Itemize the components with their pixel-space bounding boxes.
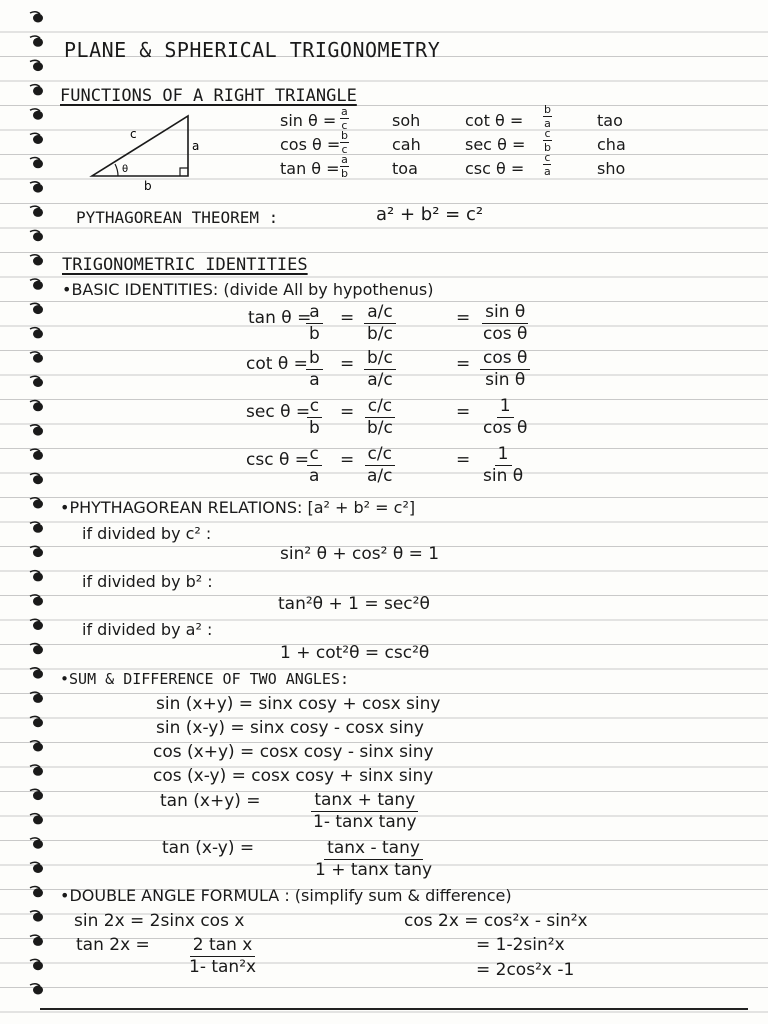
sum-sin-plus: sin (x+y) = sinx cosy + cosx siny bbox=[156, 694, 441, 714]
binding-hole-icon bbox=[30, 498, 43, 509]
basic-csc-frac1-den: a bbox=[309, 466, 320, 486]
binding-hole-icon bbox=[30, 230, 43, 241]
page-title: PLANE & SPHERICAL TRIGONOMETRY bbox=[64, 38, 441, 62]
tan-sum-fraction bbox=[310, 792, 420, 831]
binding-hole-icon bbox=[30, 303, 43, 314]
binding-hole-icon bbox=[30, 959, 43, 970]
binding-hole-icon bbox=[30, 619, 43, 630]
binding-hole-icon bbox=[30, 571, 43, 582]
sum-sin-minus: sin (x-y) = sinx cosy - cosx siny bbox=[156, 718, 424, 738]
binding-hole-icon bbox=[30, 206, 43, 217]
double-cos2x-2: = 1-2sin²x bbox=[476, 935, 565, 955]
basic-tan-frac1-den: b bbox=[309, 324, 320, 344]
basic-cot-frac1-den: a bbox=[309, 370, 320, 390]
binding-hole-icon bbox=[30, 12, 43, 23]
basic-cot-frac3 bbox=[480, 350, 530, 389]
binding-hole-icon bbox=[30, 425, 43, 436]
equals-sign: = bbox=[340, 354, 355, 374]
equals-sign: = bbox=[340, 308, 355, 328]
basic-sec-frac2-den: b/c bbox=[367, 418, 393, 438]
basic-cot-lhs: cot θ = bbox=[246, 354, 308, 374]
sum-difference-label: •SUM & DIFFERENCE OF TWO ANGLES: bbox=[60, 670, 349, 688]
equals-sign: = bbox=[456, 308, 471, 328]
basic-tan-frac2-den: b/c bbox=[367, 324, 393, 344]
binding-hole-icon bbox=[30, 765, 43, 776]
binding-hole-icon bbox=[30, 595, 43, 606]
basic-cot-frac1 bbox=[306, 350, 323, 389]
def-cot-fraction bbox=[543, 104, 552, 129]
binding-hole-icon bbox=[30, 255, 43, 266]
def-cos-lhs: cos θ = bbox=[280, 135, 341, 154]
basic-tan-frac3-num: sin θ bbox=[482, 304, 528, 324]
basic-csc-frac3 bbox=[480, 446, 526, 485]
basic-sec-frac2 bbox=[364, 398, 396, 437]
binding-hole-icon bbox=[30, 984, 43, 995]
basic-tan-frac1 bbox=[306, 304, 323, 343]
def-cos-fraction bbox=[340, 130, 349, 155]
binding-hole-icon bbox=[30, 935, 43, 946]
section-heading-right-triangle: FUNCTIONS OF A RIGHT TRIANGLE bbox=[60, 86, 357, 106]
tan-sum-den: 1- tanx tany bbox=[313, 812, 417, 832]
basic-sec-frac3-den: cos θ bbox=[483, 418, 528, 438]
pyth-condition-b2: if divided by b² : bbox=[82, 572, 213, 591]
binding-hole-icon bbox=[30, 328, 43, 339]
binding-hole-icon bbox=[30, 741, 43, 752]
basic-csc-frac1-num: c bbox=[307, 446, 322, 466]
binding-hole-icon bbox=[30, 887, 43, 898]
tan-sum-num: tanx + tany bbox=[311, 792, 418, 812]
basic-cot-frac2 bbox=[364, 350, 396, 389]
def-csc-fraction bbox=[543, 152, 552, 177]
binding-hole-icon bbox=[30, 279, 43, 290]
pythagorean-relations-label: •PHYTHAGOREAN RELATIONS: [a² + b² = c²] bbox=[60, 498, 416, 517]
basic-sec-frac1 bbox=[306, 398, 323, 437]
double-tan2x-fraction bbox=[186, 937, 259, 976]
mnemonic-soh: soh bbox=[392, 111, 421, 130]
def-sin-lhs: sin θ = bbox=[280, 111, 337, 130]
binding-hole-icon bbox=[30, 546, 43, 557]
binding-hole-icon bbox=[30, 862, 43, 873]
basic-tan-frac1-num: a bbox=[306, 304, 322, 324]
binding-hole-icon bbox=[30, 473, 43, 484]
basic-cot-frac3-den: sin θ bbox=[485, 370, 526, 390]
equals-sign: = bbox=[456, 450, 471, 470]
tan-diff-den: 1 + tanx tany bbox=[315, 860, 433, 880]
basic-tan-frac2 bbox=[364, 304, 396, 343]
tan-sum-lhs: tan (x+y) = bbox=[160, 791, 261, 811]
pyth-condition-c2: if divided by c² : bbox=[82, 524, 212, 543]
def-csc-num: c bbox=[544, 151, 551, 164]
binding-hole-icon bbox=[30, 36, 43, 47]
binding-hole-icon bbox=[30, 158, 43, 169]
tan-diff-num: tanx - tany bbox=[324, 840, 423, 860]
basic-csc-frac2 bbox=[364, 446, 396, 485]
binding-hole-icon bbox=[30, 789, 43, 800]
binding-hole-icon bbox=[30, 109, 43, 120]
sum-cos-plus: cos (x+y) = cosx cosy - sinx siny bbox=[153, 742, 434, 762]
basic-cot-frac3-num: cos θ bbox=[480, 350, 530, 370]
def-cot-num: b bbox=[544, 103, 551, 116]
def-tan-num: a bbox=[341, 153, 348, 166]
tan-diff-lhs: tan (x-y) = bbox=[162, 838, 255, 858]
def-sin-fraction bbox=[340, 106, 349, 131]
basic-sec-frac3-num: 1 bbox=[497, 398, 514, 418]
binding-hole-icon bbox=[30, 182, 43, 193]
basic-cot-frac2-den: a/c bbox=[367, 370, 393, 390]
basic-cot-frac2-num: b/c bbox=[364, 350, 396, 370]
binding-hole-icon bbox=[30, 838, 43, 849]
basic-identities-label: •BASIC IDENTITIES: (divide All by hypothenus) bbox=[62, 280, 434, 299]
basic-sec-frac1-den: b bbox=[309, 418, 320, 438]
pyth-condition-a2: if divided by a² : bbox=[82, 620, 213, 639]
section-heading-identities: TRIGONOMETRIC IDENTITIES bbox=[62, 255, 308, 275]
double-angle-label: •DOUBLE ANGLE FORMULA : (simplify sum & difference) bbox=[60, 886, 512, 905]
binding-hole-icon bbox=[30, 401, 43, 412]
double-tan2x-lhs: tan 2x = bbox=[76, 935, 150, 955]
double-tan2x-num: 2 tan x bbox=[190, 937, 256, 957]
binding-hole-icon bbox=[30, 449, 43, 460]
pythagorean-theorem-label: PYTHAGOREAN THEOREM : bbox=[76, 208, 279, 227]
def-cos-den: c bbox=[341, 143, 348, 156]
def-csc-lhs: csc θ = bbox=[465, 159, 525, 178]
binding-hole-icon bbox=[30, 60, 43, 71]
binding-hole-icon bbox=[30, 644, 43, 655]
def-sec-fraction bbox=[543, 128, 552, 153]
binding-hole-icon bbox=[30, 522, 43, 533]
mnemonic-cha: cha bbox=[597, 135, 626, 154]
def-csc-den: a bbox=[544, 165, 551, 178]
mnemonic-toa: toa bbox=[392, 159, 418, 178]
triangle-label-adj: b bbox=[144, 179, 152, 193]
binding-hole-icon bbox=[30, 716, 43, 727]
pythagorean-theorem-formula: a² + b² = c² bbox=[376, 204, 484, 225]
basic-sec-frac1-num: c bbox=[307, 398, 322, 418]
mnemonic-tao: tao bbox=[597, 111, 623, 130]
double-sin2x: sin 2x = 2sinx cos x bbox=[74, 911, 245, 931]
double-tan2x-den: 1- tan²x bbox=[189, 957, 257, 977]
basic-tan-frac2-num: a/c bbox=[364, 304, 396, 324]
binding-hole-icon bbox=[30, 668, 43, 679]
binding-hole-icon bbox=[30, 352, 43, 363]
basic-sec-lhs: sec θ = bbox=[246, 402, 311, 422]
def-sin-den: c bbox=[341, 119, 348, 132]
binding-hole-icon bbox=[30, 814, 43, 825]
basic-csc-frac1 bbox=[306, 446, 322, 485]
def-cot-den: a bbox=[544, 117, 551, 130]
def-sec-num: c bbox=[544, 127, 551, 140]
tan-diff-fraction bbox=[312, 840, 435, 879]
equals-sign: = bbox=[340, 402, 355, 422]
def-cot-lhs: cot θ = bbox=[465, 111, 524, 130]
pyth-result-a2: 1 + cot²θ = csc²θ bbox=[280, 643, 430, 663]
mnemonic-sho: sho bbox=[597, 159, 626, 178]
basic-sec-frac2-num: c/c bbox=[365, 398, 395, 418]
basic-csc-frac3-num: 1 bbox=[495, 446, 512, 466]
def-sin-num: a bbox=[341, 105, 348, 118]
def-tan-lhs: tan θ = bbox=[280, 159, 340, 178]
basic-cot-frac1-num: b bbox=[306, 350, 323, 370]
binding-holes bbox=[0, 0, 60, 1024]
basic-sec-frac3 bbox=[480, 398, 530, 437]
right-triangle-diagram bbox=[88, 112, 208, 194]
mnemonic-cah: cah bbox=[392, 135, 421, 154]
binding-hole-icon bbox=[30, 911, 43, 922]
equals-sign: = bbox=[456, 354, 471, 374]
triangle-label-angle: θ bbox=[122, 164, 129, 175]
basic-csc-lhs: csc θ = bbox=[246, 450, 310, 470]
pyth-result-c2: sin² θ + cos² θ = 1 bbox=[280, 544, 440, 564]
def-sec-den: b bbox=[544, 141, 551, 154]
basic-tan-frac3-den: cos θ bbox=[483, 324, 528, 344]
def-cos-num: b bbox=[341, 129, 348, 142]
binding-hole-icon bbox=[30, 85, 43, 96]
basic-csc-frac2-num: c/c bbox=[365, 446, 395, 466]
def-tan-den: b bbox=[341, 167, 348, 180]
double-cos2x-1: cos 2x = cos²x - sin²x bbox=[404, 911, 588, 931]
pyth-result-b2: tan²θ + 1 = sec²θ bbox=[278, 594, 430, 614]
basic-tan-lhs: tan θ = bbox=[248, 308, 312, 328]
binding-hole-icon bbox=[30, 133, 43, 144]
double-cos2x-3: = 2cos²x -1 bbox=[476, 960, 575, 980]
page-bottom-edge bbox=[40, 1008, 748, 1010]
binding-hole-icon bbox=[30, 376, 43, 387]
sum-cos-minus: cos (x-y) = cosx cosy + sinx siny bbox=[153, 766, 434, 786]
def-sec-lhs: sec θ = bbox=[465, 135, 526, 154]
equals-sign: = bbox=[340, 450, 355, 470]
equals-sign: = bbox=[456, 402, 471, 422]
triangle-label-opp: a bbox=[192, 139, 200, 153]
binding-hole-icon bbox=[30, 692, 43, 703]
triangle-label-hyp: c bbox=[130, 127, 137, 141]
basic-csc-frac3-den: sin θ bbox=[483, 466, 524, 486]
basic-csc-frac2-den: a/c bbox=[367, 466, 393, 486]
basic-tan-frac3 bbox=[480, 304, 530, 343]
def-tan-fraction bbox=[340, 154, 349, 179]
